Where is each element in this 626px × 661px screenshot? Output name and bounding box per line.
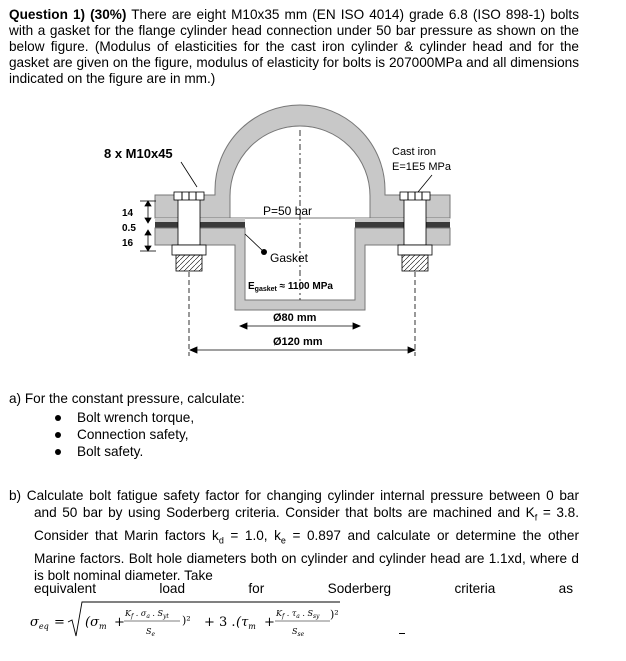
inner-diameter-label: Ø80 mm xyxy=(273,312,317,324)
part-a-title: a) For the constant pressure, calculate: xyxy=(9,391,245,406)
dim-14: 14 xyxy=(122,208,134,219)
part-a-item: Bolt safety. xyxy=(77,443,599,460)
svg-text:(σm: ($\sigma_m$ xyxy=(85,615,107,631)
trailing-dash xyxy=(399,633,405,634)
part-b xyxy=(9,487,579,584)
equivalent-stress-formula xyxy=(30,596,360,656)
svg-text:Sse: $S_{se}$ xyxy=(292,627,305,638)
part-a-item: Connection safety, xyxy=(77,426,599,443)
question-body: There are eight M10x35 mm (EN ISO 4014) grade 6.8 (ISO 898-1) bolts with a gasket for the flange cylinder head connection under 50 bar pressure as shown on the below figure. (Modulus of elasticities for the cast iron cylinder & cylinder head and for the gasket are given on the figure, modulus of elasticity for bolts is 207000MPa and all dimensions indicated on the figure are in mm.) xyxy=(9,7,579,86)
gasket-label: Gasket xyxy=(270,251,309,265)
svg-text:σeq: $\sigma_{eq}$ xyxy=(30,615,49,631)
svg-text:+: + xyxy=(264,615,275,630)
svg-text:+: + xyxy=(114,615,125,630)
part-a xyxy=(9,390,599,460)
part-b-text: b) Calculate bolt fatigue safety factor for changing cylinder internal pressure between 0 bar and 50 bar by using Soderberg criteria. Consider that bolts are machined and $K_f = 3.8$. Consider that Marin factors $k_d = 1.0$, $k_e = 0.897$ and calculate or determine the other Marine factors. Bolt hole diameters both on cylinder and cylinder head are 1.1xd, where d is bolt nominal diameter. Take xyxy=(9,488,579,584)
outer-diameter-label: Ø120 mm xyxy=(273,336,323,348)
gasket-modulus: $E_{gasket} \approx 1100$ MPa xyxy=(248,281,333,293)
material-label-1: Cast iron xyxy=(392,146,437,158)
dim-0-5: 0.5 xyxy=(122,223,136,234)
thickness-dimension xyxy=(140,201,156,251)
svg-text:+ 3 .: + 3 . xyxy=(204,615,236,630)
svg-text:Kf . σa . Syt: $K_f$ . $\sigma_a$ . $S_{yt}$ xyxy=(125,609,169,620)
svg-text:Se: $S_e$ xyxy=(146,627,156,638)
svg-text:)²: )² xyxy=(330,608,339,621)
svg-text:=: = xyxy=(54,615,65,630)
dim-16: 16 xyxy=(122,238,134,249)
material-label-2: E=1E5 MPa xyxy=(392,161,452,173)
svg-text:Kf . τa . Ssy: $K_f$ . $\tau_a$ . $S_{sy}$ xyxy=(276,609,320,620)
part-b-last-line: equivalent load for Soderberg criteria as xyxy=(34,581,573,596)
question-heading: Question 1) (30%) xyxy=(9,7,127,22)
part-a-list xyxy=(9,409,599,460)
gasket-right xyxy=(355,222,450,228)
svg-text:)²: )² xyxy=(182,614,191,627)
pressure-label: P=50 bar xyxy=(263,204,313,218)
bolt-label: 8 x M10x45 xyxy=(104,146,173,161)
svg-text:(τm: ($\tau_m$ xyxy=(236,615,256,631)
part-a-item: Bolt wrench torque, xyxy=(77,409,599,426)
